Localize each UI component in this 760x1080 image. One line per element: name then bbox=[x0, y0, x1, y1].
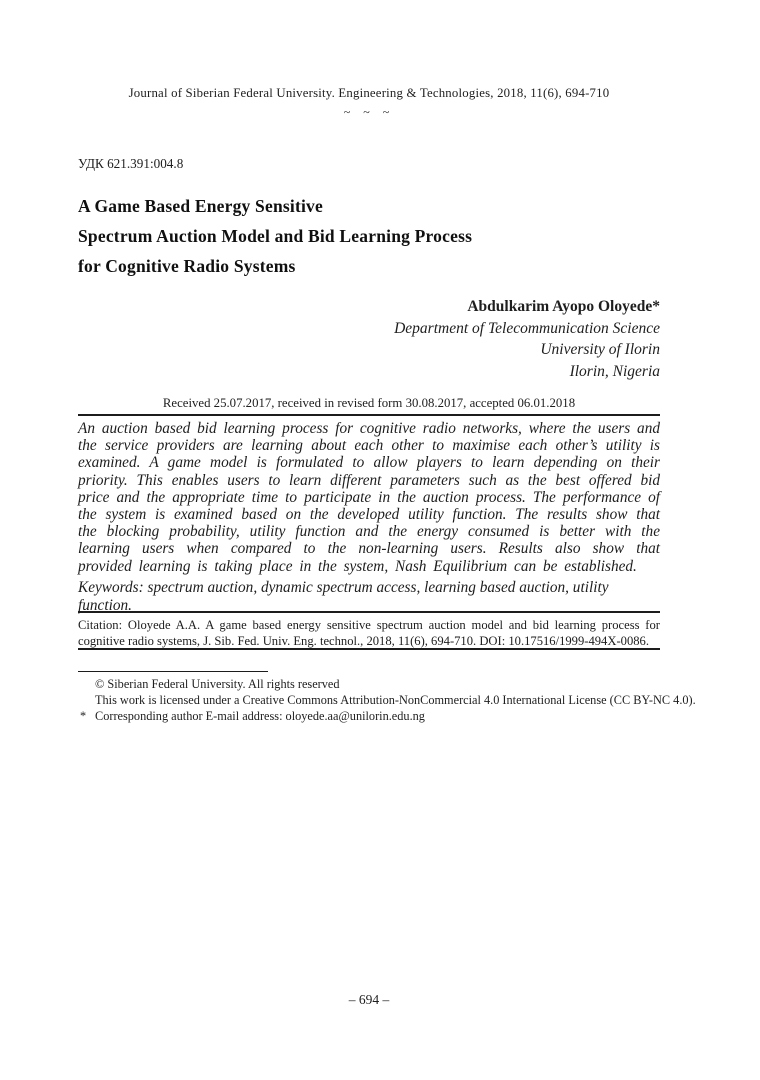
article-title bbox=[78, 191, 660, 281]
footnote-block bbox=[78, 676, 696, 724]
page-number: – 694 – bbox=[348, 992, 390, 1007]
received-line: Received 25.07.2017, received in revised form 30.08.2017, accepted 06.01.2018 bbox=[162, 396, 576, 410]
journal-header-line: Journal of Siberian Federal University. Engineering & Technologies, 2018, 11(6), 694-710 bbox=[128, 86, 610, 100]
affiliation-location: Ilorin, Nigeria bbox=[569, 362, 660, 380]
rule-below-citation bbox=[78, 648, 660, 650]
affiliation-department: Department of Telecommunication Science bbox=[394, 319, 660, 337]
rule-above-abstract bbox=[78, 414, 660, 416]
title-line-2: Spectrum Auction Model and Bid Learning Process bbox=[78, 226, 473, 246]
udc-code: УДК 621.391:004.8 bbox=[78, 156, 184, 171]
title-line-3: for Cognitive Radio Systems bbox=[78, 256, 296, 276]
rule-below-keywords bbox=[78, 611, 660, 613]
keywords-line: Keywords: spectrum auction, dynamic spectrum access, learning based auction, utility function. bbox=[78, 579, 609, 614]
footnote-rule bbox=[78, 671, 268, 672]
footnote-correspondence: Corresponding author E-mail address: oloyede.aa@unilorin.edu.ng bbox=[95, 709, 425, 723]
footnote-copyright: © Siberian Federal University. All rights reserved bbox=[95, 677, 340, 691]
footnote-asterisk: * bbox=[80, 709, 87, 723]
tilde-separator: ~ ~ ~ bbox=[343, 105, 395, 119]
abstract-text: An auction based bid learning process for cognitive radio networks, where the users and the service providers are learning about each other to maximise each other’s utility is examined. A game model is formulated to allow players to learn depending on their priority. This enables users to learn different parameters such as the best offered bid price and the appropriate time to participate in the auction process. The performance of the system is examined based on the developed utility function. The results show that the blocking probability, utility function and the energy consumed is better with the learning users when compared to the non-learning users. Results also show that provided learning is taking place in the system, Nash Equilibrium can be established. bbox=[78, 420, 660, 575]
author-name: Abdulkarim Ayopo Oloyede* bbox=[467, 298, 660, 315]
author-block bbox=[78, 296, 660, 382]
citation-text: Citation: Oloyede A.A. A game based energy sensitive spectrum auction model and bid learning process for cognitive radio systems, J. Sib. Fed. Univ. Eng. technol., 2018, 11(6), 694-710. DOI: 10.17516/1999-494X-0086. bbox=[78, 618, 660, 649]
footnote-correspondence-line bbox=[78, 708, 660, 724]
title-line-1: A Game Based Energy Sensitive bbox=[78, 196, 323, 216]
affiliation-university: University of Ilorin bbox=[540, 341, 660, 358]
footnote-license: This work is licensed under a Creative Commons Attribution-NonCommercial 4.0 International License (CC BY-NC 4.0). bbox=[95, 693, 696, 707]
